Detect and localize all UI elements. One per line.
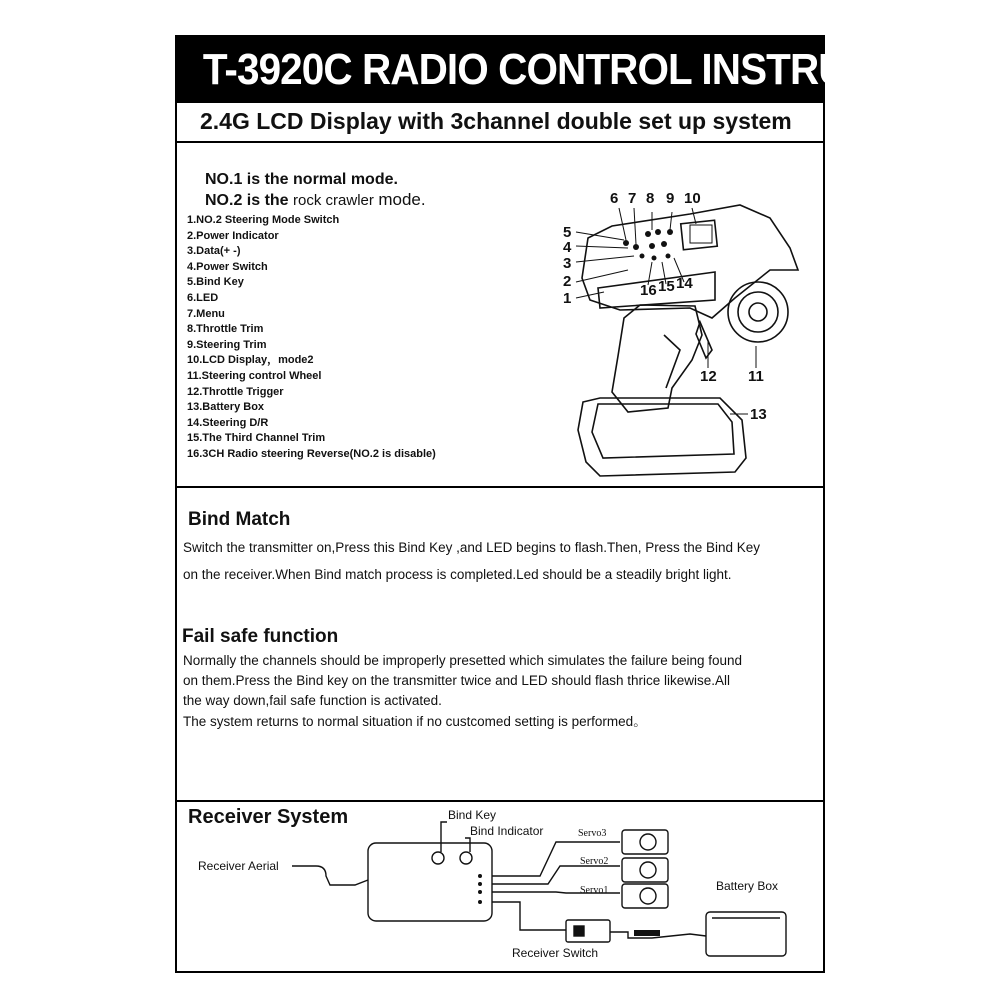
legend-item: 9.Steering Trim — [187, 338, 267, 351]
callout-4: 4 — [563, 239, 572, 256]
mode-2-suffix: mode. — [378, 190, 426, 209]
legend-item: 5.Bind Key — [187, 276, 244, 289]
servo1-body — [622, 884, 668, 908]
servo2-body — [622, 858, 668, 882]
bind-key-label: Bind Key — [448, 808, 497, 822]
legend-item: 2.Power Indicator — [187, 229, 279, 242]
mode-2-name: rock crawler — [293, 192, 374, 209]
legend-item: 14.Steering D/R — [187, 416, 269, 429]
receiver-system-heading: Receiver System — [188, 806, 349, 828]
mode-1-text: NO.1 is the normal mode. — [205, 171, 398, 188]
legend-item: 6.LED — [187, 291, 219, 304]
legend-item: 4.Power Switch — [187, 260, 268, 273]
bind-indicator-label: Bind Indicator — [470, 824, 544, 838]
callout-9: 9 — [666, 190, 675, 207]
fail-safe-line: Normally the channels should be improperly presetted which simulates the failure being found — [183, 653, 743, 668]
legend-item: 10.LCD Display，mode2 — [187, 354, 314, 367]
callout-13: 13 — [750, 406, 767, 423]
bind-indicator-led — [460, 852, 472, 864]
callout-3: 3 — [563, 255, 572, 272]
legend-item: 1.NO.2 Steering Mode Switch — [187, 214, 340, 226]
receiver-switch-body — [566, 920, 610, 942]
receiver-aerial-label: Receiver Aerial — [198, 859, 279, 873]
servo3-label: Servo3 — [578, 828, 607, 839]
callout-10: 10 — [684, 190, 701, 207]
legend-item: 3.Data(+ -) — [187, 245, 241, 258]
fail-safe-line: The system returns to normal situation if no custcomed setting is performed。 — [183, 714, 647, 729]
legend-item: 7.Menu — [187, 307, 225, 320]
bind-match-heading: Bind Match — [188, 509, 291, 530]
fail-safe-heading: Fail safe function — [182, 626, 339, 647]
callout-5: 5 — [563, 224, 572, 241]
mode-2-prefix: NO.2 is the — [205, 192, 289, 209]
receiver-switch-label: Receiver Switch — [512, 946, 599, 960]
callout-14: 14 — [676, 275, 693, 292]
bind-match-line: on the receiver.When Bind match process is completed.Led should be a steadily bright light. — [183, 567, 732, 582]
callout-12: 12 — [700, 368, 717, 385]
legend-item: 13.Battery Box — [187, 401, 265, 414]
servo2-label: Servo2 — [580, 856, 609, 867]
legend-item: 16.3CH Radio steering Reverse(NO.2 is disable) — [187, 447, 436, 460]
callout-15: 15 — [658, 278, 675, 295]
receiver-box — [368, 843, 492, 921]
callout-11: 11 — [748, 368, 764, 385]
callout-2: 2 — [563, 273, 572, 290]
fail-safe-line: on them.Press the Bind key on the transmitter twice and LED should flash thrice likewise.All — [183, 673, 731, 688]
legend-item: 11.Steering control Wheel — [187, 369, 322, 382]
callout-1: 1 — [563, 290, 572, 307]
servo3-body — [622, 830, 668, 854]
servo1-label: Servo1 — [580, 885, 609, 896]
callout-6: 6 — [610, 190, 619, 207]
page-subtitle: 2.4G LCD Display with 3channel double set up system — [200, 108, 792, 134]
legend-item: 8.Throttle Trim — [187, 323, 264, 336]
callout-8: 8 — [646, 190, 655, 207]
fail-safe-line: the way down,fail safe function is activated. — [183, 693, 442, 708]
page-title: T-3920C RADIO CONTROL INSTRUCTION — [202, 45, 968, 94]
bind-key-button — [432, 852, 444, 864]
callout-7: 7 — [628, 190, 637, 207]
battery-box-label: Battery Box — [716, 879, 779, 893]
legend-item: 15.The Third Channel Trim — [187, 432, 326, 445]
legend-item: 12.Throttle Trigger — [187, 385, 284, 398]
callout-16: 16 — [640, 282, 657, 299]
bind-match-line: Switch the transmitter on,Press this Bind Key ,and LED begins to flash.Then, Press the Bind Key — [183, 540, 761, 555]
